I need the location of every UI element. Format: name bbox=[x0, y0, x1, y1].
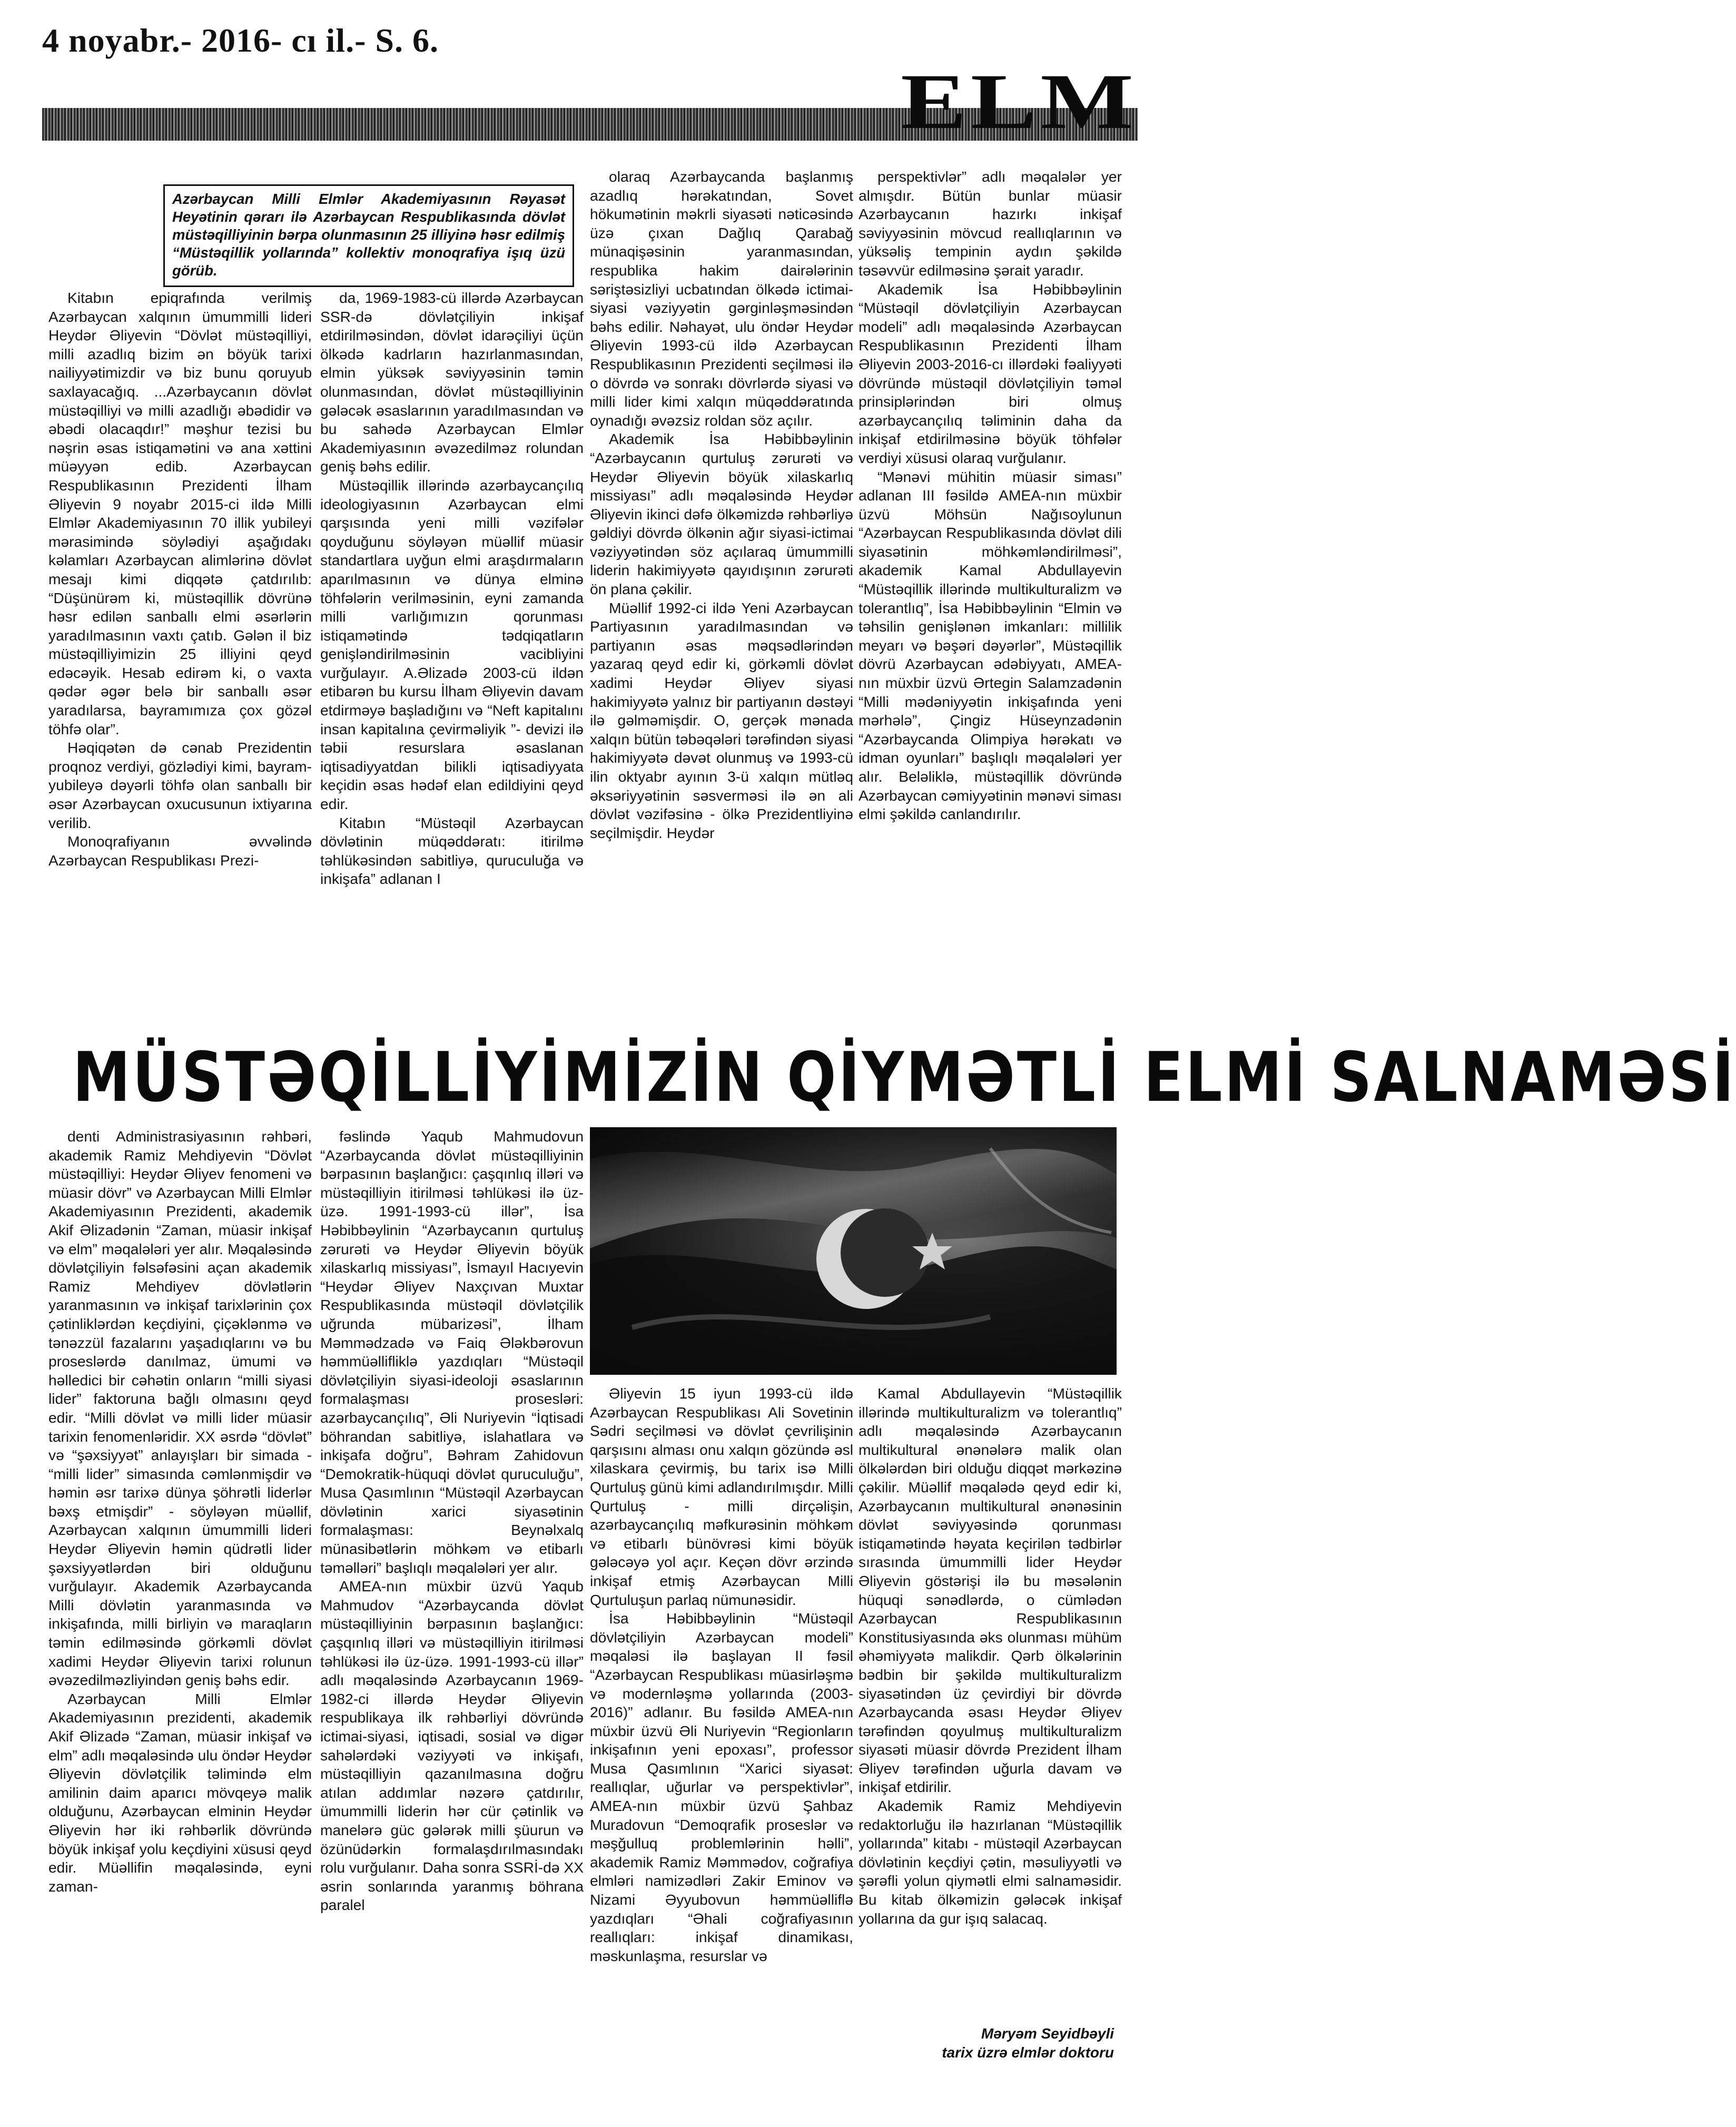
paragraph: Kamal Abdullayevin “Müstəqillik illərində multikulturalizm və tolerantlıq” adlı məqaləsində Azərbaycanın multikultural ənənələrə malik olan ölkələrdən biri olduğu diqqət mərkəzinə çəkilir. Müəllif məqalədə qeyd edir ki, Azərbaycanın multikultural ənənəsinin dövlət səviyyəsində qorunması istiqamətində həyata keçirilən tədbirlər sırasında ümummilli lider Heydər Əliyevin göstərişi ilə bu məsələnin hüquqi sənədlərdə, o cümlədən Azərbaycan Respublikasının Konstitusiyasında əks olunması mühüm əhəmiyyətə malikdir. Qərb ölkələrinin bədbin bir şəkildə multikulturalizm siyasətindən üz çevirdiyi bir dövrdə Azərbaycanda əsası Heydər Əliyev tərəfindən qoyulmuş multikulturalizm siyasəti müasir dövrdə Prezident İlham Əliyev tərəfindən uğurla davam və inkişaf etdirilir. bbox=[859, 1385, 1122, 1796]
paragraph: Həqiqətən də cənab Prezidentin proqnoz verdiyi, gözlədiyi kimi, bayram-yubileyə dəyərli töhfə olan sanballı bir əsər Azərbaycan oxucusunun ixtiyarına verilib. bbox=[48, 739, 312, 831]
bottom-column-1 bbox=[48, 1127, 312, 2086]
author-title: tarix üzrə elmlər doktoru bbox=[942, 2044, 1114, 2061]
paragraph: İsa Həbibbəylinin “Müstəqil dövlətçiliyin Azərbaycan modeli” məqaləsi ilə başlayan II fəsil “Azərbaycan Respublikası müasirləşmə və modernləşmə yollarında (2003-2016)” adlanır. Bu fəsildə AMEA-nın müxbir üzvü Əli Nuriyevin “Regionların inkişafının yeni epoxası”, professor Musa Qasımlının “Xarici siyasət: reallıqlar, uğurlar və perspektivlər”, AMEA-nın müxbir üzvü Şahbaz Muradovun “Demoqrafik proseslər və məşğulluq problemlərinin həlli”, akademik Ramiz Məmmədov, coğrafiya elmləri namizədləri Zakir Eminov və Nizami Əyyubovun həmmüəlliflə yazdıqları “Əhali coğrafiyasının reallıqları: inkişaf dinamikası, məskunlaşma, resurslar və bbox=[590, 1610, 853, 1964]
paragraph: Akademik İsa Həbibbəylinin “Müstəqil dövlətçiliyin Azərbaycan modeli” adlı məqaləsində Azərbaycan Respublikasının Prezidenti İlham Əliyevin 2003-2016-cı illərdəki fəaliyyəti dövründə müstəqil dövlətçiliyin təməl prinsiplərindən biri olmuş azərbaycançılıq təliminin daha da inkişaf etdirilməsinə böyük töhfələr verdiyi xüsusi olaraq vurğulanır. bbox=[859, 280, 1122, 466]
paragraph: Monoqrafiyanın əvvəlində Azərbaycan Respublikası Prezi- bbox=[48, 833, 312, 869]
intro-box: Azərbaycan Milli Elmlər Akademiyasının Rəyasət Heyətinin qərarı ilə Azərbaycan Respublikasında dövlət müstəqilliyinin bərpa olunmasının 25 illiyinə həsr edilmiş “Müstəqillik yollarında” kollektiv monoqrafiya işıq üzü görüb. bbox=[163, 184, 574, 287]
azerbaijan-flag-crescent-star-icon bbox=[590, 1127, 1117, 1375]
paragraph: AMEA-nın müxbir üzvü Yaqub Mahmudov “Azərbaycanda dövlət müstəqilliyinin bərpasının başlanğıcı: çaşqınlıq illəri və müstəqilliyin itirilməsi təhlükəsi ilə üz-üzə. 1991-1993-cü illər” adlı məqaləsində Azərbaycanın 1969-1982-ci illərdə Heydər Əliyevin respublikaya ilk rəhbərliyi dövründə ictimai-siyasi, iqtisadi, sosial və digər sahələrdəki vəziyyəti və inkişafı, müstəqilliyin qazanılmasına doğru atılan addımlar nəzərə çatdırılır, ümummilli liderin hər cür çətinlik və manelərə güc gələrək milli şüurun və özünüdərkin formalaşdırılmasındakı rolu vurğulanır. Daha sonra SSRİ-də XX əsrin sonlarında yaranmış böhrana paralel bbox=[320, 1578, 584, 1914]
author-name: Məryəm Seyidbəyli bbox=[981, 2025, 1114, 2042]
bottom-column-3 bbox=[590, 1384, 853, 2085]
paragraph: “Mənəvi mühitin müasir siması” adlanan III fəsildə AMEA-nın müxbir üzvü Möhsün Nağısoylunun “Azərbaycan Respublikasında dövlət dili siyasətinin möhkəmləndirilməsi”, akademik Kamal Abdullayevin “Müstəqillik illərində multikulturalizm və tolerantlıq”, İsa Həbibbəylinin “Elmin və təhsilin genişlənən imkanları: millilik meyarı və bəşəri dəyərlər”, Müstəqillik dövrü Azərbaycan ədəbiyyatı, AMEA-nın müxbir üzvü Ərtegin Salamzadənin “Milli mədəniyyətin inkişafında yeni mərhələ”, Çingiz Hüseynzadənin “Azərbaycanda Olimpiya hərəkatı və idman oyunları” başlıqlı məqalələri yer alır. Beləliklə, müstəqillik dövründə Azərbaycan cəmiyyətinin mənəvi siması elmi şəkildə canlandırılır. bbox=[859, 468, 1122, 823]
paragraph: perspektivlər” adlı məqalələr yer almışdır. Bütün bunlar müasir Azərbaycanın hazırkı inkişaf səviyyəsinin mövcud reallıqlarının və yüksəliş tempinin aydın şəkildə təsəvvür edilməsinə şərait yaradır. bbox=[859, 168, 1122, 279]
paragraph: olaraq Azərbaycanda başlanmış azadlıq hərəkatından, Sovet hökumətinin məkrli siyasəti nəticəsində üzə çıxan Dağlıq Qarabağ münaqişəsinin yaranmasından, respublika hakim dairələrinin səriştəsizliyi ucbatından ölkədə ictimai-siyasi vəziyyətin gərginləşməsindən bəhs edilir. Nəhayət, ulu öndər Heydər Əliyevin 1993-cü ildə Azərbaycan Respublikasının Prezidenti seçilməsi ilə o dövrdə və sonrakı dövrlərdə siyasi və milli lider kimi xalqın müqəddəratında oynadığı əvəzsiz roldan söz açılır. bbox=[590, 168, 853, 429]
paragraph: Azərbaycan Milli Elmlər Akademiyasının prezidenti, akademik Akif Əlizadə “Zaman, müasir inkişaf və elm” adlı məqaləsində ulu öndər Heydər Əliyevin dövlətçilik təlimində elm amilinin daim aparıcı mövqeyə malik olduğunu, Azərbaycan elminin Heydər Əliyevin hər iki rəhbərlik dövründə böyük inkişaf yolu keçdiyini xüsusi qeyd edir. Müəllifin məqaləsində, eyni zaman- bbox=[48, 1690, 312, 1895]
issue-date: 4 noyabr.- 2016- cı il.- S. 6. bbox=[42, 22, 439, 59]
bottom-column-4 bbox=[859, 1384, 1122, 2022]
paragraph: da, 1969-1983-cü illərdə Azərbaycan SSR-də dövlətçiliyin inkişaf etdirilməsindən, dövlət idarəçiliyi üçün ölkədə kadrların hazırlanmasından, elmin yüksək səviyyəsinin təmin olunmasından, dövlət müstəqilliyinin gələcək əsaslarının yaradılmasından və bu sahədə Azərbaycan Elmlər Akademiyasının əvəzedilməz rolundan geniş bəhs edilir. bbox=[320, 289, 584, 475]
top-column-1 bbox=[48, 289, 312, 1016]
paragraph: Müəllif 1992-ci ildə Yeni Azərbaycan Partiyasının yaradılmasından və partiyanın əsas məqsədlərindən yazaraq qeyd edir ki, görkəmli dövlət xadimi Heydər Əliyev siyasi hakimiyyətə yalnız bir partiyanın dəstəyi ilə gəlməmişdir. O, gerçək mənada xalqın bütün təbəqələri tərəfindən siyasi hakimiyyətə dəvət olunmuş və 1993-cü ilin oktyabr ayının 3-ü xalqın mütləq əksəriyyətinin səsverməsi ilə ən ali dövlət vəzifəsinə - ölkə Prezidentliyinə seçilmişdir. Heydər bbox=[590, 599, 853, 841]
paragraph: Müstəqillik illərində azərbaycançılıq ideologiyasının Azərbaycan elmi qarşısında yeni milli vəzifələr qoyduğunu söyləyən müəllif müasir standartlara uyğun elmi araşdırmaların aparılmasının və dünya elminə töhfələrin verilməsinin, eyni zamanda milli varlığımızın qorunması istiqamətində tədqiqatların genişləndirilməsinin vacibliyini vurğulayır. A.Əlizadə 2003-cü ildən etibarən bu kursu İlham Əliyevin davam etdirməyə başladığını və “Neft kapitalını insan kapitalına çevirməliyik ”- devizi ilə təbii resurslara əsaslanan iqtisadiyyatdan bilikli iqtisadiyyata keçidin əsas hədəf elan edildiyini qeyd edir. bbox=[320, 476, 584, 813]
top-column-2 bbox=[320, 289, 584, 1016]
headline: MÜSTƏQİLLİYİMİZİN QİYMƏTLİ ELMİ SALNAMƏSİ bbox=[73, 1037, 1736, 1117]
top-column-4 bbox=[859, 168, 1122, 1016]
bottom-column-2 bbox=[320, 1127, 584, 2086]
paragraph: fəslində Yaqub Mahmudovun “Azərbaycanda dövlət müstəqilliyinin bərpasının başlanğıcı: çaşqınlıq illəri və müstəqilliyin itirilməsi təhlükəsi ilə üz-üzə. 1991-1993-cü illər”, İsa Həbibbəylinin “Azərbaycanın qurtuluş zərurəti və Heydər Əliyevin böyük xilaskarlıq missiyası”, İsmayıl Hacıyevin “Heydər Əliyev Naxçıvan Muxtar Respublikasında müstəqil dövlətçilik uğrunda mübarizəsi”, İlham Məmmədzadə və Faiq Ələkbərovun həmmüəllifliklə yazdıqları “Müstəqil dövlətçiliyin siyasi-ideoloji əsaslarının formalaşması prosesləri: azərbaycançılıq”, Əli Nuriyevin “İqtisadi böhrandan sabitliyə, islahatlara və inkişafa doğru”, Bəhram Zahidovun “Demokratik-hüquqi dövlət quruculuğu”, Musa Qasımlının “Müstəqil Azərbaycan dövlətinin xarici siyasətinin formalaşması: Beynəlxalq münasibətlərin möhkəm və etibarlı təməlləri” başlıqlı məqalələri yer alır. bbox=[320, 1128, 584, 1576]
flag-photo bbox=[590, 1127, 1117, 1375]
top-column-3 bbox=[590, 168, 853, 1016]
paragraph: Akademik İsa Həbibbəylinin “Azərbaycanın qurtuluş zərurəti və Heydər Əliyevin böyük xilaskarlıq missiyası” adlı məqaləsində Heydər Əliyevin ikinci dəfə ölkəmizdə rəhbərliyə gəldiyi dövrdə ölkənin ağır siyasi-ictimai vəziyyətindən söz açılaraq ümummilli liderin hakimiyyətə qayıdışının zərurəti ön plana çəkilir. bbox=[590, 430, 853, 598]
paragraph: Əliyevin 15 iyun 1993-cü ildə Azərbaycan Respublikası Ali Sovetinin Sədri seçilməsi və dövlət çevrilişinin qarşısını alması onu xalqın gözündə əsl xilaskara çevirmiş, bu tarix isə Milli Qurtuluş günü kimi adlandırılmışdır. Milli Qurtuluş - milli dirçəlişin, azərbaycançılıq məfkurəsinin möhkəm və etibarlı bünövrəsi kimi böyük gələcəyə yol açır. Keçən dövr ərzində inkişaf etmiş Azərbaycan Milli Qurtuluşun parlaq nümunəsidir. bbox=[590, 1385, 853, 1608]
paragraph: Kitabın “Müstəqil Azərbaycan dövlətinin müqəddəratı: itirilmə təhlükəsindən sabitliyə, quruculuğa və inkişafa” adlanan I bbox=[320, 814, 584, 888]
section-title: ELM bbox=[901, 58, 1138, 145]
paragraph: denti Administrasiyasının rəhbəri, akademik Ramiz Mehdiyevin “Dövlət müstəqilliyi: Heydər Əliyev fenomeni və müasir dövr” və Azərbaycan Milli Elmlər Akademiyasının Prezidenti, akademik Akif Əlizadənin “Zaman, müasir inkişaf və elm” məqalələri yer alır. Məqaləsində dövlətçiliyin fəlsəfəsini açan akademik Ramiz Mehdiyev dövlətlərin yaranmasının və inkişaf tarixlərinin çox çətinliklərdən keçdiyini, çiçəklənmə və tənəzzül fazalarını yaşadıqlarını və bu proseslərdə danılmaz, ümumi və həlledici bir cəhətin onların “milli siyasi lider” faktoruna bağlı olmasını qeyd edir. “Milli dövlət və milli lider müasir tarixin fenomenləridir. XX əsrdə “dövlət” və “şəxsiyyət” anlayışları bir simada - “milli lider” simasında cəmlənmişdir və həmin əsr tarixə dünya şöhrətli liderlər bəxş etmişdir” - söyləyən müəllif, Azərbaycan xalqının ümummilli lideri Heydər Əliyevin həmin qüdrətli lider şəxsiyyətlərdən biri olduğunu vurğulayır. Akademik Azərbaycanda Milli dövlətin yaranmasında və inkişafında, milli birliyin və maraqların təmin edilməsində görkəmli dövlət xadimi Heydər Əliyevin tarixi rolunun əvəzedilməzliyindən geniş bəhs edir. bbox=[48, 1128, 312, 1689]
paragraph: Kitabın epiqrafında verilmiş Azərbaycan xalqının ümummilli lideri Heydər Əliyevin “Dövlət müstəqilliyi, milli azadlıq bizim ən böyük tarixi nailiyyətimizdir və biz bunu qoruyub saxlayacağıq. ...Azərbaycanın dövlət müstəqilliyi və milli azadlığı əbədidir və əbədi olacaqdır!” məşhur tezisi bu nəşrin əsas istiqamətini və ana xəttini müəyyən edib. Azərbaycan Respublikasının Prezidenti İlham Əliyevin 9 noyabr 2015-ci ildə Milli Elmlər Akademiyasının 70 illik yubileyi mərasimində söylədiyi aşağıdakı kəlamları Azərbaycan alimlərinə dövlət mesajı kimi diqqətə çatdırılıb: “Düşünürəm ki, müstəqillik dövrünə həsr edilən sanballı elmi əsərlərin yaradılmasının vaxtı çatıb. Gələn il biz müstəqilliyimizin 25 illiyini qeyd edəcəyik. Hesab edirəm ki, o vaxta qədər əgər belə bir sanballı əsər yaradılarsa, bayramımıza çox gözəl töhfə olar”. bbox=[48, 289, 312, 737]
paragraph: Akademik Ramiz Mehdiyevin redaktorluğu ilə hazırlanan “Müstəqillik yollarında” kitabı - müstəqil Azərbaycan dövlətinin keçdiyi çətin, məsuliyyətli və şərəfli yolun qiymətli elmi salnaməsidir. Bu kitab ölkəmizin gələcək inkişaf yollarına da gur işıq salacaq. bbox=[859, 1797, 1122, 1927]
